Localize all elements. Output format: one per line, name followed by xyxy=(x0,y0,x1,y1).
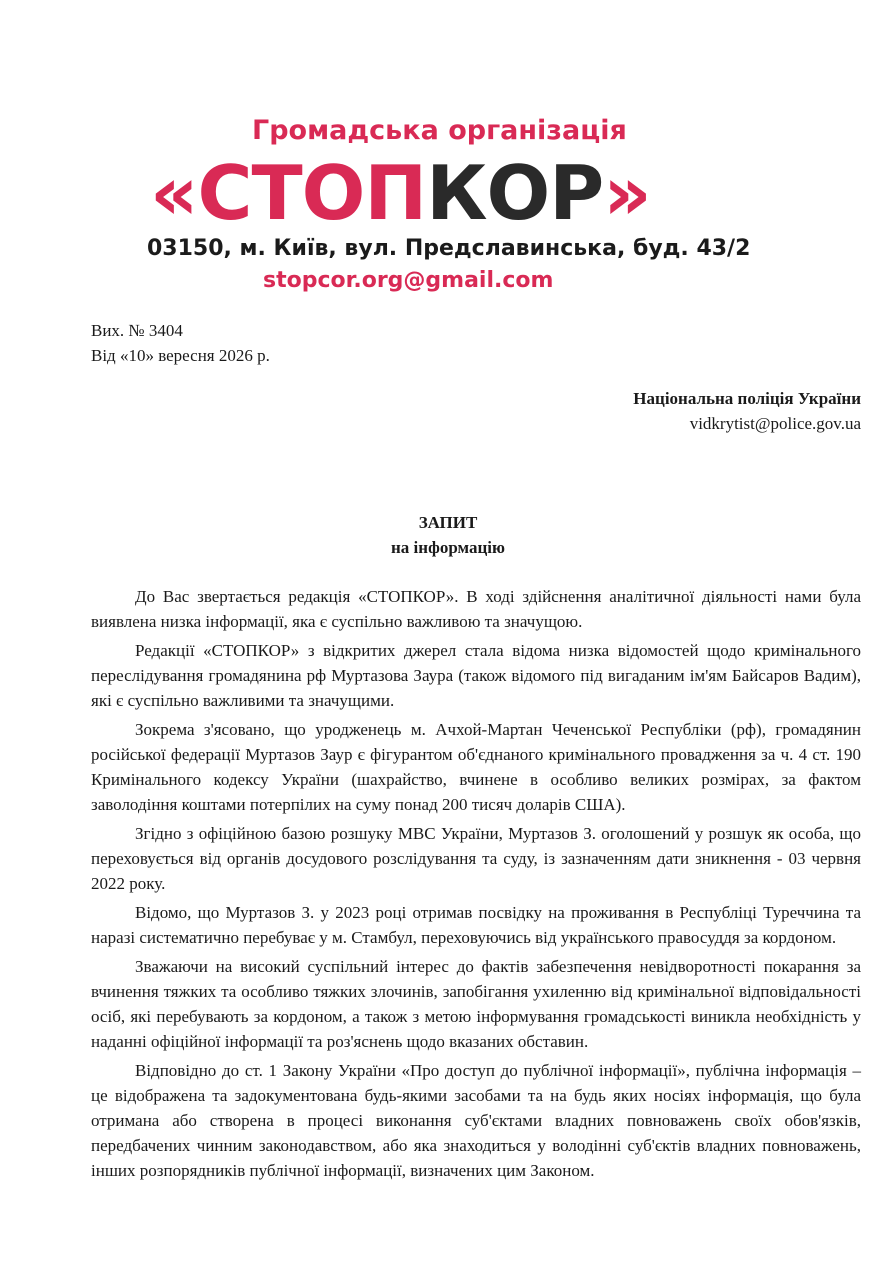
document-title xyxy=(0,510,896,560)
org-address: 03150, м. Київ, вул. Предславинська, буд. 43/2 xyxy=(147,236,751,261)
body-paragraph: До Вас звертається редакція «СТОПКОР». В ході здійснення аналітичної діяльності нами була виявлена низка інформації, яка є суспільно важливою та значущою. xyxy=(91,587,861,631)
recipient-name: Національна поліція України xyxy=(633,389,861,408)
body-paragraph: Зважаючи на високий суспільний інтерес до фактів забезпечення невідворотності покарання за вчинення тяжких та особливо тяжких злочинів, запобігання ухиленню від кримінальної відповідальності осіб, які перебувають за кордоном, а також з метою інформування громадськості виникла необхідність у наданні офіційної інформації та роз'яснень щодо вказаних обставин. xyxy=(91,957,861,1051)
brand-part-stop: СТОП xyxy=(197,149,427,237)
org-email: stopcor.org@gmail.com xyxy=(263,268,554,293)
letterhead xyxy=(0,0,896,310)
brand-part-kor: КОР xyxy=(426,149,604,237)
brand-quote-close: » xyxy=(603,149,651,237)
outgoing-reference xyxy=(91,318,270,368)
body-paragraph: Відповідно до ст. 1 Закону України «Про доступ до публічної інформації», публічна інформація – це відображена та задокументована будь-якими засобами та на будь яких носіях інформація, що була отримана або створена в процесі виконання суб'єктами владних повноважень своїх обов'язків, передбачених чинним законодавством, або яка знаходиться у володінні суб'єктів владних повноважень, інших розпорядників публічної інформації, визначених цим Законом. xyxy=(91,1061,861,1180)
body-paragraph: Зокрема з'ясовано, що уродженець м. Ачхой-Мартан Чеченської Республіки (рф), громадянин російської федерації Муртазов Заур є фігурантом об'єднаного кримінального провадження за ч. 4 ст. 190 Кримінального кодексу України (шахрайство, вчинене в особливо великих розмірах, за фактом заволодіння коштами потерпілих на суму понад 200 тисяч доларів США). xyxy=(91,720,861,814)
outgoing-date: Від «10» вересня 2026 р. xyxy=(91,346,270,365)
document-title-sub: на інформацію xyxy=(391,538,505,557)
brand-quote-open: « xyxy=(150,149,198,237)
body-paragraph: Редакції «СТОПКОР» з відкритих джерел стала відома низка відомостей щодо кримінального переслідування громадянина рф Муртазова Заура (також відомого під вигаданим ім'ям Байсаров Вадим), які є суспільно важливими та значущими. xyxy=(91,641,861,710)
org-title: Громадська організація xyxy=(252,115,627,146)
document-body xyxy=(91,584,861,1187)
body-paragraph: Відомо, що Муртазов З. у 2023 році отримав посвідку на проживання в Республіці Туреччина та наразі систематично перебуває у м. Стамбул, переховуючись від українського правосуддя за кордоном. xyxy=(91,903,861,947)
body-paragraph: Згідно з офіційною базою розшуку МВС України, Муртазов З. оголошений у розшук як особа, що переховується від органів досудового розслідування та суду, із зазначенням дати зникнення - 03 червня 2022 року. xyxy=(91,824,861,893)
recipient-email: vidkrytist@police.gov.ua xyxy=(689,414,861,433)
recipient-block xyxy=(633,386,861,436)
document-title-main: ЗАПИТ xyxy=(418,513,478,532)
outgoing-number: Вих. № 3404 xyxy=(91,321,183,340)
brand-logo xyxy=(150,150,750,236)
